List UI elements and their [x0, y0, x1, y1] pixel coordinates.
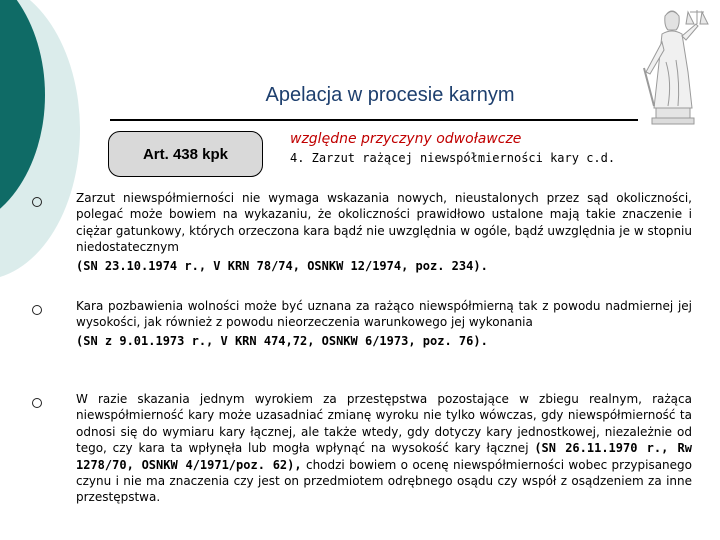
lady-justice-statue-icon — [632, 2, 710, 127]
paragraph-2 — [76, 298, 692, 349]
bullet-icon-2 — [32, 305, 42, 315]
title-underline — [110, 119, 638, 121]
paragraph-2-citation: (SN z 9.01.1973 r., V KRN 474,72, OSNKW 6/1973, poz. 76). — [76, 333, 488, 348]
article-box-label: Art. 438 kpk — [142, 145, 229, 163]
article-box — [108, 131, 263, 177]
paragraph-1-text: Zarzut niewspółmierności nie wymaga wskazania nowych, nieustalonych przez sąd okoliczności, polegać może bowiem na wykazaniu, że okoliczności prawidłowo ustalone mają takie znaczenie i ciężar gatunkowy, których orzeczona kara bądź nie uwzględnia w ogóle, bądź uwzględnia je w stopniu niedostatecznym — [76, 191, 692, 255]
paragraph-3-text-before: W razie skazania jednym wyrokiem za przestępstwa pozostające w zbiegu realnym, rażąca niewspółmierność kary może uzasadniać zmianę wyroku nie tylko wówczas, gdy niewspółmierność ta odnosi się do wymiaru kary łącznej, ale także wtedy, gdy dotyczy kary jednostkowej, niezależnie od tego, czy kara ta wpłynęła lub mogła wpłynąć na wysokość kary łącznej — [76, 392, 692, 456]
slide-subnote: 4. Zarzut rażącej niewspółmierności kary c.d. — [290, 151, 616, 165]
paragraph-3-citation: (SN 26.11.1970 r., Rw 1278/70, OSNKW 4/1971/poz. 62), — [76, 441, 692, 472]
paragraph-3 — [76, 391, 692, 506]
bullet-icon-1 — [32, 197, 42, 207]
paragraph-1 — [76, 190, 692, 274]
paragraph-1-citation: (SN 23.10.1974 r., V KRN 78/74, OSNKW 12/1974, poz. 234). — [76, 258, 488, 273]
slide-subtitle: względne przyczyny odwoławcze — [290, 131, 522, 147]
paragraph-3-text-after: chodzi bowiem o ocenę niewspółmierności wobec przypisanego czynu i nie ma znaczenia czy jest on przedmiotem odrębnego osądu czy współ z osądzeniem za inne przestępstwa. — [76, 457, 692, 505]
paragraph-2-text: Kara pozbawienia wolności może być uznana za rażąco niewspółmierną tak z powodu nadmiernej jej wysokości, jak również z powodu nieorzeczenia warunkowego jej wykonania — [76, 299, 692, 330]
bullet-icon-3 — [32, 398, 42, 408]
slide-title: Apelacja w procesie karnym — [265, 84, 515, 106]
